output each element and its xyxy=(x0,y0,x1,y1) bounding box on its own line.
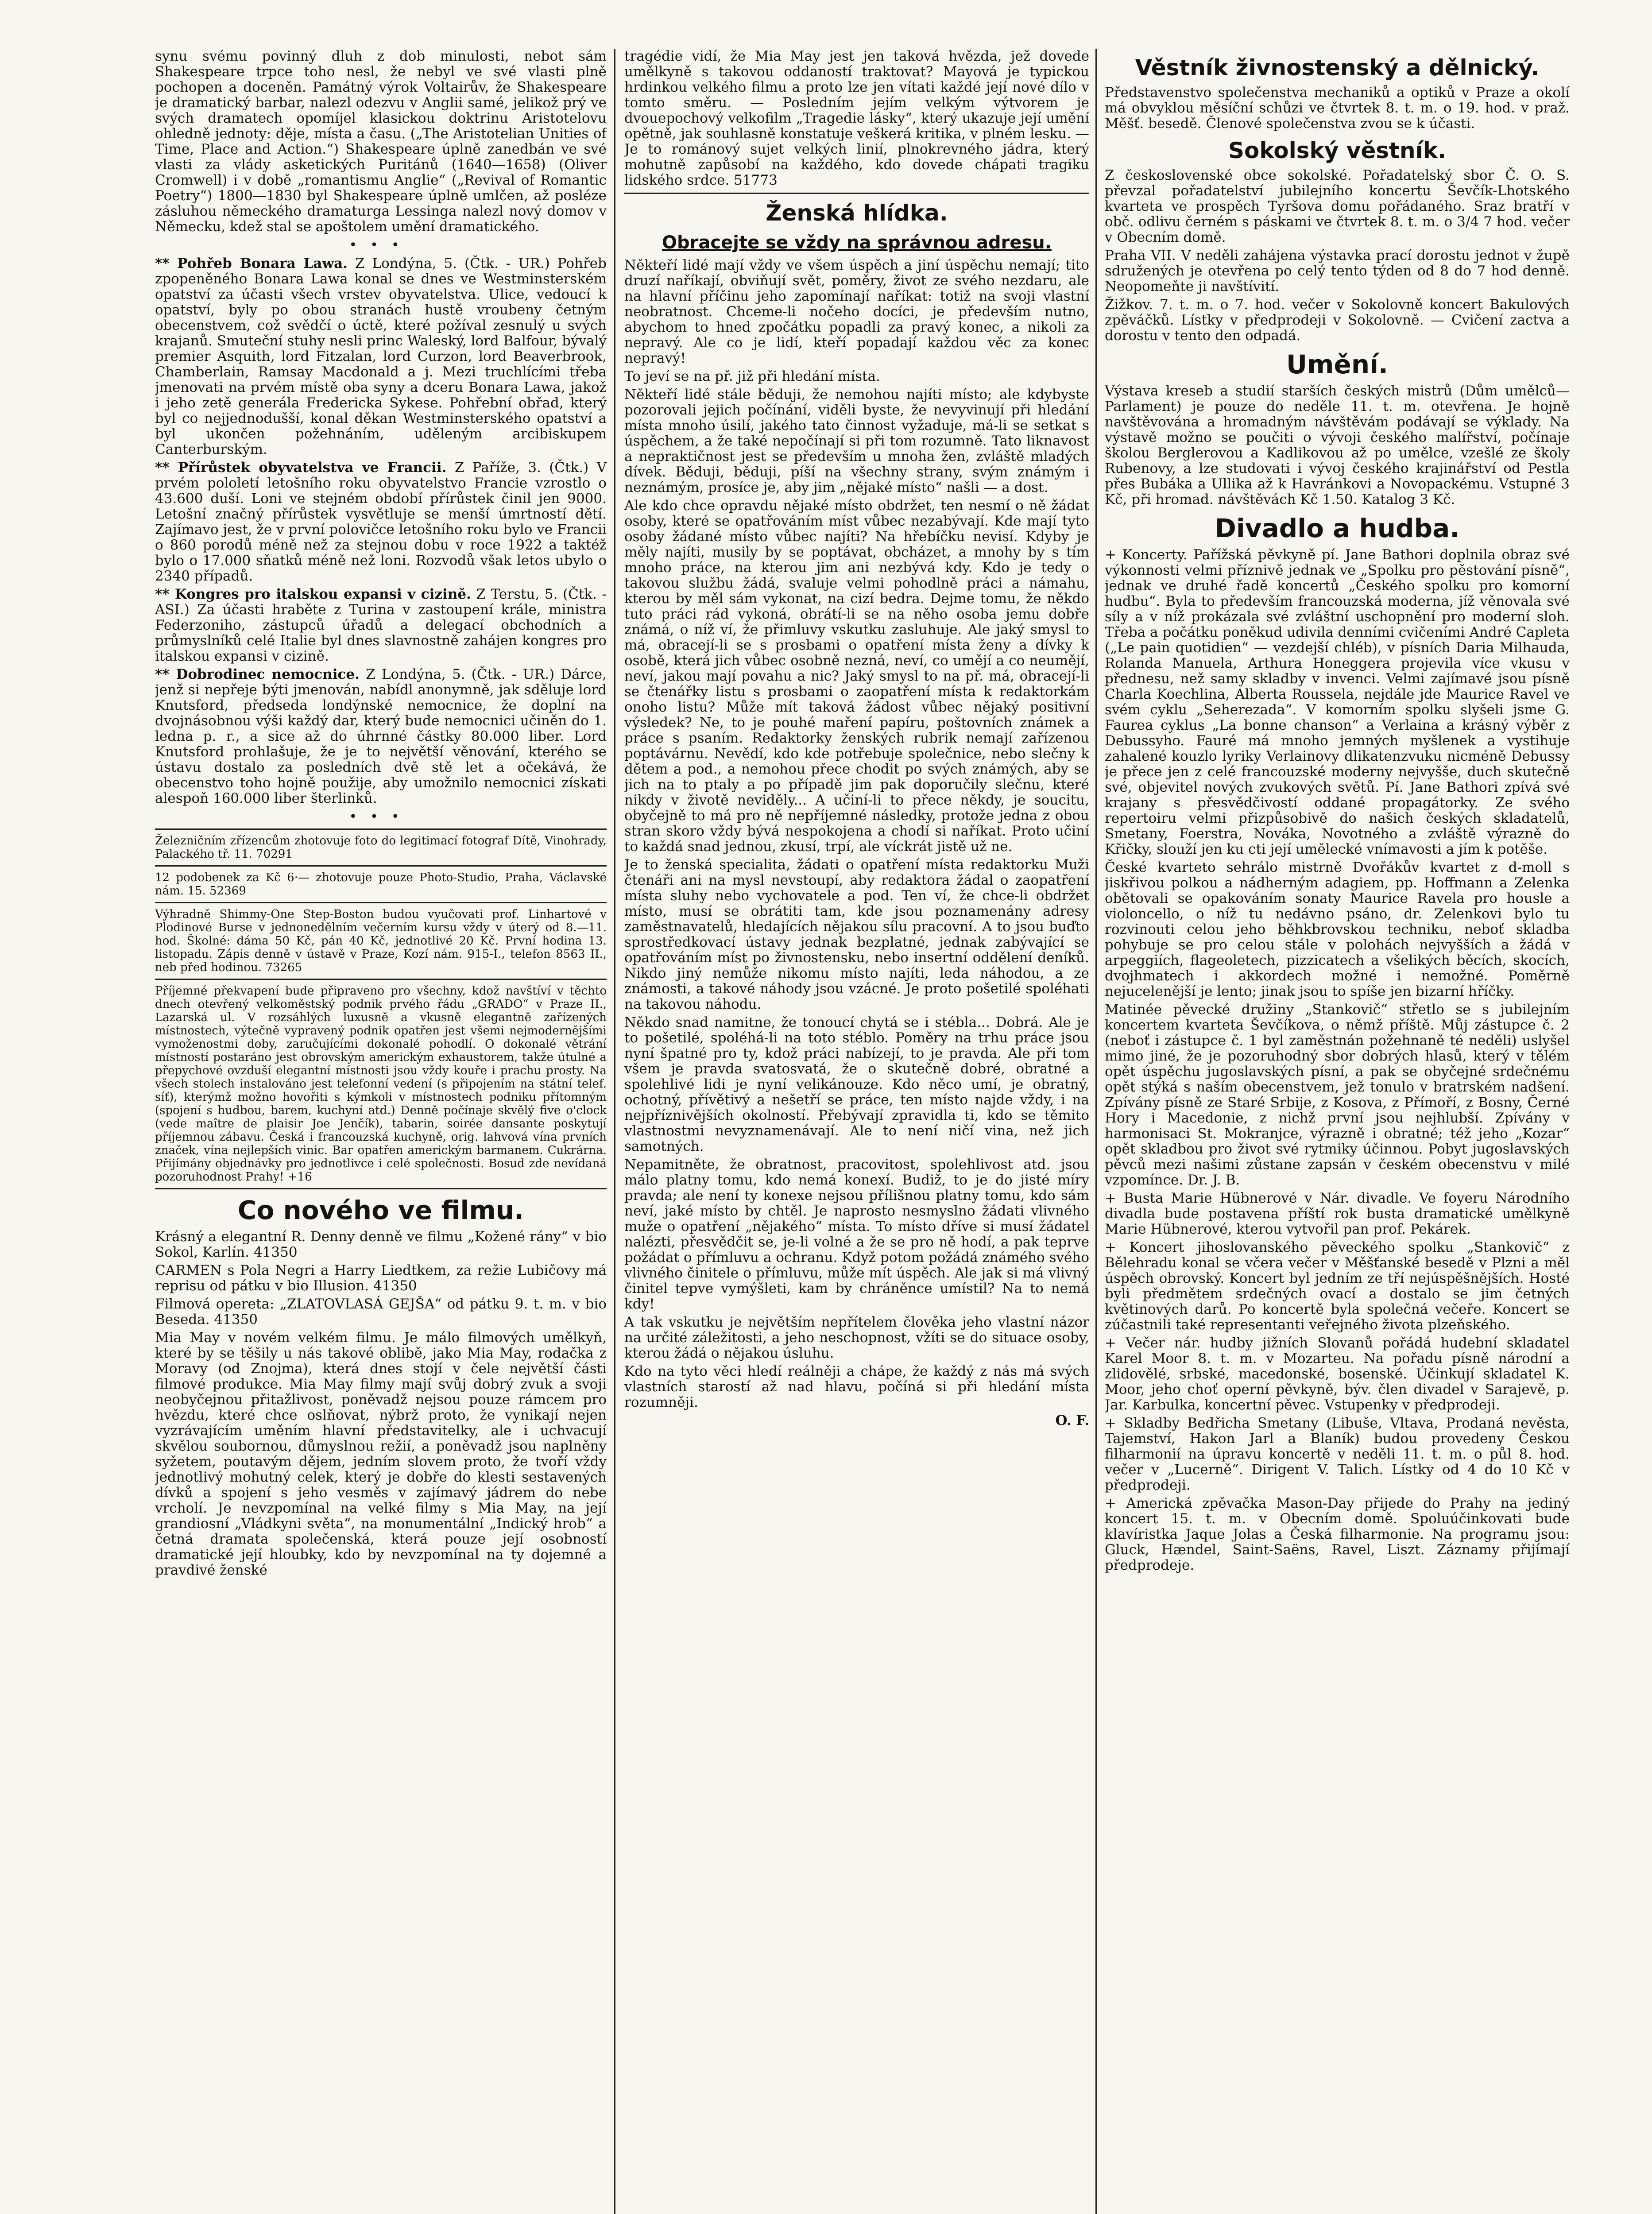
article-paragraph: Ale kdo chce opravdu nějaké místo obdržet, ten nesmí o ně žádat osoby, které se opatřováním míst vůbec nezabývají. Kde mají tyto osoby žádané místo vůbec najíti? Na hřebíčku nevisí. Kdyby je měly najíti, musily by se poptávat, obcházet, a mnohy by s tím mnoho práce, na kterou jim ani nezbývá kdy. Kdo je tedy o takovou službu žádá, svaluje velmi pohodlně práci a námahu, kterou by měl sám vykonat, na cizí bedra. Dejme tomu, že někdo tuto práci rád vykoná, obrátí-li se na něho osoba jemu dobře známá, o níž ví, že přimluvy vskutku zasluhuje. Ale jaký smysl to má, obracejí-li se s prosbami o opatření místa ženy a dívky k osobě, která jich vůbec osobně nezná, neví, co umějí a co neumějí, neví, jakou mají povahu a nic? Jaký smysl to na př. má, obracejí-li se čtenářky listu s prosbami o zaopatření místa k redaktorkám onoho listu? Může mít taková žádost vůbec nějaký positivní výsledek? Ne, to je pouhé maření papíru, poštovních známek a práce s psaním. Redaktorky ženských rubrik nemají zařízenou poptávárnu. Nevědí, kdo kde potřebuje společnice, nebo slečny k dětem a pod., a nemohou přece chodit po svých známých, aby se jich na to ptaly a po případě jim pak doporučily slečnu, které nikdy v životě neviděly... A učiní-li to přece někdy, je soucitu, obyčejně to má pro ně nepříjemné následky, protože jedna z obou stran skoro vždy bývá nespokojena a chodí si naříkat. Proto učiní to každá snad jednou, zkusí, trpí, ale víckrát jistě už ne. xyxy=(624,498,1089,855)
article-title: Obracejte se vždy na správnou adresu. xyxy=(662,232,1052,253)
article-paragraph: Někdo snad namitne, že tonoucí chytá se i stébla... Dobrá. Ale je to pošetilé, spoléhá-li na toto stéblo. Poměry na trhu práce jsou nyní špatné pro ty, kdož práci nabízejí, to je pravda. Ale při tom všem je pravda svatosvatá, že o skutečně dobré, obratné a spolehlivé lidi je nyní velikánouze. Kdo něco umí, je obratný, ochotný, přívětivý a nešetří se práce, ten místo najde vždy, i na nejpříznivějších okolností. Přebývají zpravidla ti, kdo se těmito vlastnostmi nevyznamenávají. Ale to není ničí vina, než jich samotných. xyxy=(624,1014,1089,1154)
article-signature: O. F. xyxy=(1055,1413,1089,1428)
sokol-notice: Praha VII. V neděli zahájena výstavka prací dorostu jednot v župě sdružených je otevřena po celý tento týden od 8 do 7 hod denně. Neopomeňte ji navštívití. xyxy=(1105,248,1570,294)
article-paragraph: Kdo na tyto věci hledí reálněji a chápe, že každý z nás má svých vlastních starostí až nad hlavu, počíná si při hledání místa rozumněji. xyxy=(624,1363,1089,1410)
column-divider xyxy=(1095,49,1097,2214)
music-notice: + Večer nár. hudby jižních Slovanů pořádá hudební skladatel Karel Moor 8. t. m. v Mozarteu. Na pořadu písně národní a zlidovělé, srbské, macedonské, bosenské. Účinkují skladatel K. Moor, jeho choť operní pěvkyně, býv. člen divadel v Sarajevě, p. Jar. Karbulka, koncertní pěvec. Vstupenky v předprodeji. xyxy=(1105,1335,1570,1413)
column-right xyxy=(1105,49,1570,2214)
article-text: Z Terstu, 5. (Čtk. - ASI.) Za účasti hraběte z Turina v zastoupení krále, ministra Federzoniho, zástupců úřadů a delegací obchodních a průmyslníků celé Italie byl dnes slavnostně zahájen kongres pro italskou expansi v cizině. xyxy=(155,586,607,664)
advert-photo-railway: Železničním zřízencům zhotovuje foto do legitimací fotograf Dítě, Vinohrady, Palackého tř. 11. 70291 xyxy=(155,834,607,861)
divider-line xyxy=(155,865,607,867)
music-notice: + Americká zpěvačka Mason-Day přijede do Prahy na jediný koncert 15. t. m. v Obecním domě. Spoluúčinkovati bude klavíristka Jaque Jolas a Česká filharmonie. Na programu jsou: Gluck, Hændel, Saint-Saëns, Ravel, Liszt. Záznamy přijímají předprodeje. xyxy=(1105,1495,1570,1573)
film-notice-operetta: Filmová opereta: „ZLATOVLASÁ GEJŠA“ od pátku 9. t. m. v bio Beseda. 41350 xyxy=(155,1296,607,1328)
divider-line xyxy=(624,193,1089,194)
article-text: Z Londýna, 5. (Čtk. - UR.) Pohřeb zpopeněného Bonara Lawa konal se dnes ve Westminsterském opatství za účasti všech vrstev obyvatelstva. Ulice, vedoucí k opatství, byly po obou stranách hustě vroubeny četným obecenstvem, což svědčí o úctě, které požíval zesnulý u svých krajanů. Smuteční stuhy nesli princ Waleský, lord Balfour, bývalý premier Asquith, lord Fitzalan, lord Curzon, lord Beaverbrook, Chamberlain, Ramsay Macdonald a j. Mezi truchlícími třeba jmenovati na prvém místě oba syny a dceru Bonara Lawa, jakož i jeho zetě generála Fredericka Sykese. Pohřební obřad, který byl co nejjednodušší, konal děkan Westminsterského opatství a byl ukončen požehnáním, uděleným arcibiskupem Canterburským. xyxy=(155,255,607,457)
column-left xyxy=(155,49,607,2214)
film-notice-carmen: CARMEN s Pola Negri a Harry Liedtkem, za režie Lubičovy má reprisu od pátku v bio Illusion. 41350 xyxy=(155,1262,607,1294)
trade-notice: Představenstvo společenstva mechaniků a optiků v Praze a okolí má obvyklou měsíční schůzi ve čtvrtek 8. t. m. o 19. hod. v praž. Měšť. besedě. Členové společenstva zvou se k účasti. xyxy=(1105,85,1570,132)
section-heading-art: Umění. xyxy=(1286,349,1389,379)
separator-dots: ••• xyxy=(349,237,413,253)
article-heading: ** Kongres pro italskou expansi v cizině. xyxy=(155,586,471,602)
divider-line xyxy=(155,828,607,830)
music-notice: + Busta Marie Hübnerové v Nár. divadle. Ve foyeru Národního divadla bude postavena příští rok busta dramatické umělkyně Marie Hübnerové, kterou vytvořil pan prof. Pekárek. xyxy=(1105,1190,1570,1237)
article-paragraph: A tak vskutku je největším nepřítelem člověka jeho vlastní názor na určité záležitosti, a jeho neschopnost, vžíti se do situace osoby, kterou žádá o nějakou úsluhu. xyxy=(624,1314,1089,1361)
article-paragraph: Někteří lidé mají vždy ve všem úspěch a jiní úspěchu nemají; tito druzí naříkají, obviňují svět, poměry, život ze svého nezdaru, ale na hlavní příčinu jeho zapomínají naříkat: totiž na svoji vlastní neobratnost. Chceme-li nočeho docíci, je především nutno, abychom to hned zpočátku popadli za pravý konec, a nikoli za nepravý. Ale co je lidí, kteří popadají každou věc za konec nepravý! xyxy=(624,257,1089,366)
sokol-notice: Z československé obce sokolské. Pořadatelský sbor Č. O. S. převzal pořadatelství jubilejního koncertu Ševčík-Lhotského kvarteta ve prospěch Tyršova domu pořádaného. Sraz bratří v obč. odlivu černém s páskami ve čtvrtek 8. t. m. o 3/4 7 hod. večer v Obecním domě. xyxy=(1105,167,1570,245)
advert-dance-course: Výhradně Shimmy-One Step-Boston budou vyučovati prof. Linhartové v Plodinové Burse v jednonedělním večerním kursu vždy v úterý od 8.—11. hod. Školné: dáma 50 Kč, pán 40 Kč, jednotlivé 20 Kč. První hodina 13. listopadu. Zápis denně v ústavě v Praze, Kozí nám. 915-I., telefon 8563 II., neb před hodinou. 73265 xyxy=(155,908,607,974)
article-heading: ** Dobrodinec nemocnice. xyxy=(155,666,360,682)
sokol-notice: Žižkov. 7. t. m. o 7. hod. večer v Sokolovně koncert Bakulových zpěváčků. Lístky v předprodeji v Sokolovně. — Cvičení zactva a dorostu v tento den odpadá. xyxy=(1105,297,1570,344)
divider-line xyxy=(155,902,607,903)
section-heading-sokol: Sokolský věstník. xyxy=(1228,138,1446,163)
article-paragraph: Je to ženská specialita, žádati o opatření místa redaktorku Muži čtenáři ani na mysl nevstoupí, aby redaktora žádal o zaopatření místa sluhy nebo vychovatele a pod. Ten ví, že chce-li obdržet místo, musí se obrátiti tam, kde jsou poznamenány adresy zaměstnavatelů, hledajících nějakou sílu pracovní. A to jsou buďto sprostředkovací ústavy jednak bezplatné, jednak zabývající se opatřováním míst po živnostensku, nebo insertní oddělení deníků. Nikdo jiný nemůže nikomu místo najíti, leda náhodou, a ze známosti, a takové náhody jsou vzácné. Je proto pošetilé spoléhati na takovou náhodu. xyxy=(624,857,1089,1012)
article-population-france xyxy=(155,460,607,584)
film-article-continued: tragédie vidí, že Mia May jest jen taková hvězda, jež dovede umělkyně s takovou oddaností traktovat? Mayová je typickou hrdinkou velkého filmu a proto lze jen vítati každé její nové dílo v tomto směru. — Posledním jejím velkým výtvorem je dvouepochový velkofilm „Tragedie lásky“, který ukazuje její umění opětně, jak souhlasně konstatuje veškerá kritika, v plném lesku. — Je to románový sujet velkých linií, plnokrevného jádra, který mohutně zapůsobí na každého, kdo dovede chápati tragiku lidského srdce. 51773 xyxy=(624,49,1089,188)
advert-photo-studio: 12 podobenek za Kč 6·— zhotovuje pouze Photo-Studio, Praha, Václavské nám. 15. 52369 xyxy=(155,871,607,898)
article-shakespeare-text: synu svému povinný dluh z dob minulosti, nebot sám Shakespeare trpce toho nesl, že nebyl ve své vlasti plně pochopen a doceněn. Památný výrok Voltairův, že Shakespeare je dramatický barbar, nalezl odezvu v Anglii samé, jelikož prý ve svých dramatech opomíjel klasickou doktrinu Aristotelovu ohledně jednoty: děje, místa a času. („The Aristotelian Unities of Time, Place and Action.“) Shakespeare úplně zanedbán ve své vlasti za vlády asketických Puritánů (1640—1658) (Oliver Cromwell) i v době „romantismu Anglie“ („Revival of Romantic Poetry“) 1800—1830 byl Shakespeare úplně umlčen, až posléze zásluhou německého dramaturga Lessinga nalezl nový domov v Německu, kdež stal se apoštolem umění dramatického. xyxy=(155,49,607,235)
advert-grado: Příjemné překvapení bude připraveno pro všechny, kdož navštíví v těchto dnech otevřený velkoměstský podnik prvého řádu „GRADO“ v Praze II., Lazarská ul. V rozsáhlých luxusně a vkusně elegantně zařízených místnostech, výtečně vypravený podnik opatřen jest všemi nejmodernějšími vymoženostmi doby, zaručujícími dokonalé pohodlí. O dokonalé větrání místností postaráno jest obrovským americkým exhaustorem, takže útulné a přepychové ovzduší elegantní místnosti jsou vždy kouře i prachu prosty. Na všech stolech instalováno jest telefonní vedení (s připojením na státní telef. síť), kterýmž možno hovořiti s kýmkoli v místnostech podniku přítomným (spojení s hudbou, barem, kuchyní atd.) Denně počínaje skvělý five o'clock (vede maître de plaisir Joe Jenčík), tabarin, soirée dansante poskytují příjemnou zábavu. Česká i francouzská kuchyně, orig. lahvová vína prvních značek, vína nejlepších vinic. Bar opatřen americkým barmanem. Cukrárna. Přijímány objednávky pro jednotlivce i celé společnosti. Bosud zde nevídaná pozoruhodnost Prahy! +16 xyxy=(155,984,607,1184)
separator-dots: ••• xyxy=(349,809,413,824)
section-heading-trade: Věstník živnostenský a dělnický. xyxy=(1135,55,1540,81)
film-article-mia-may: Mia May v novém velkém filmu. Je málo filmových umělkyň, které by se těšily u nás takové oblibě, jako Mia May, rodačka z Moravy (od Znojma), která dnes stojí v čele největší části filmové produkce. Mia May filmy mají svůj dobrý zvuk a svoji neobyčejnou přitažlivost, poněvadž nejsou pouze rámcem pro hvězdu, které chce oslňovat, nýbrž proto, že vynikají nejen vyzrávajícím uměním hlavní představitelky, ale i uchvacují skvělou soubornou, důmyslnou režií, a poněvadž jsou naplněny syžetem, poutavým dějem, jedním slovem proto, že tvoří vždy jednotlivý mohutný celek, který je dobře do klesti sestavených dívků a spojení s jeho vesměs v zajímavý jádrem do nebe vrcholí. Je nevzpomínal na velké filmy s Mia May, na její grandiosní „Vládkyni světa“, na monumentální „Indický hrob“ a četná dramata společenská, která pouze její osobností dramatické její hloubky, kdo by nevzpomínal na ty dojemné a pravdivé ženské xyxy=(155,1330,607,1578)
article-heading: ** Pohřeb Bonara Lawa. xyxy=(155,255,348,271)
article-text: Z Paříže, 3. (Čtk.) V prvém pololetí letošního roku obyvatelstvo Francie vzrostlo o 43.600 duší. Loni ve stejném období přírůstek činil jen 9000. Letošní značný přírůstek vysvětluje se menší úmrtností dětí. Zajímavo jest, že v první polovičce letošního roku bylo ve Francii o 860 porodů méně než za stejnou dobu v roce 1922 a taktéž bylo o 17.000 sňatků méně než loni. Rozvodů však letos ubylo o 2340 případů. xyxy=(155,460,607,584)
article-paragraph: To jeví se na př. již při hledání místa. xyxy=(624,368,880,384)
article-text: Z Londýna, 5. (Čtk. - UR.) Dárce, jenž si nepřeje býti jmenován, nabídl anonymně, jak sděluje lord Knutsford, předseda londýnské nemocnice, že doplní na dvojnásobnou výši každý dar, který bude nemocnici učiněn do 1. ledna p. r., a sice až do úhrnné částky 80.000 liber. Lord Knutsford prohlašuje, že je to největší věnování, kterého se ústavu dostalo za posledních dvě stě let a očekává, že obecenstvo toho hojně použije, aby umožnilo nemocnici získati alespoň 160.000 liber šterlinků. xyxy=(155,666,607,806)
article-paragraph: Nepamitněte, že obratnost, pracovitost, spolehlivost atd. jsou málo platny tomu, kdo nemá konexí. Budiž, to je do jisté míry pravda; ale není ty konexe nejsou přílišnou platny tomu, kdo sám neví, jaké místo by chtěl. Je naprosto nesmyslno žádati vlivného muže o opatření „nějakého“ místa. To místo dříve si musí žádatel nalézti, přesvědčit se, je-li volné a že se pro ně hodí, a pak teprve požádat o přímluvu a ochranu. Když potom požádá známého svého vlivného činitele o přímluvu, může mít úspěch. Ale jak si má vlivný činitel tepve vymýšleti, kam by chráněnce umístil? Na to nemá kdy! xyxy=(624,1157,1089,1312)
article-heading: ** Přírůstek obyvatelstva ve Francii. xyxy=(155,460,447,476)
film-notice-denny: Krásný a elegantní R. Denny denně ve filmu „Kožené rány“ v bio Sokol, Karlín. 41350 xyxy=(155,1229,607,1260)
article-hospital-donor xyxy=(155,667,607,806)
music-notice: Matinée pěvecké družiny „Stankovič“ střetlo se s jubilejním koncertem kvarteta Ševčíkova, o němž příště. Můj zástupce č. 2 (neboť i zástupce č. 1 byl zaměstnán požehnaně té neděli) uslyšel mimo jiné, že je pozoruhodný sbor dobrých hlasů, který v tělém opět úspěchu jugoslavských písní, a pak se obyčejné srdečnému opět stýká s naším obecenstvem, jež tonulo v bratrském nadšení. Zpívány písně ze Staré Srbije, z Kosova, z Přímoří, z Bosny, Černé Hory i Macedonie, z nichž první jsou nejhlubší. Zpívány v harmonisaci St. Mokranjce, výrazně i obratné; též jeho „Kozar“ opět skladbou pro život své rytmiky účinnou. Pobyt jugoslavských pěvců mezi našimi zůstane zapsán v českém obecenstvu v milé vzpomínce. Dr. J. B. xyxy=(1105,1002,1570,1188)
article-italian-congress xyxy=(155,587,607,664)
section-heading-film: Co nového ve filmu. xyxy=(237,1195,524,1225)
column-middle xyxy=(624,49,1089,2214)
music-notice: + Koncerty. Pařížská pěvkyně pí. Jane Bathori doplnila obraz své výkonnosti velmi příznivě jednak ve „Spolku pro pěstování písně“, jednak ve druhé řadě koncertů „Českého spolku pro komorní hudbu“. Byla to především francouzská moderna, jíž věnovala své síly a v níž prokázala své zvláštní uschopnění pro moderní sloh. Třeba a počátku poněkud udivila denními cvičeními André Capleta („Le pain quotidien“ — vezdejší chléb), v písních Daria Milhauda, Rolanda Manuela, Arthura Honeggera projevila více vkusu v přednesu, než samy skladby v invenci. Velmi zajímavé jsou písně Charla Koechlina, Alberta Roussela, nejdále jde Maurice Ravel ve svém cyklu „Seherezada“. V komorním spolku slyšeli jsme G. Faurea cyklus „La bonne chanson“ a Verlaina a krásný výběr z Debussyho. Fauré má mnoho jemných myšlenek a vystihuje zahalené kouzlo lyriky Verlainovy dlikatenzvuku nicméně Debussy je přece jen z celé francouzské moderny nejvyšše, duch skutečně své, objevitel nových zvukových světů. Pí. Jane Bathori zpívá své krajany s přesvědčivostí oddané propagátorky. Ze svého repertoiru velmi přizpůsobivě do našich českých skladatelů, Smetany, Foerstra, Nováka, Novotného a zvláště výrazně do Křičky, slouží jen ku cti její umělecké vnímavosti a jím k potěše. xyxy=(1105,547,1570,857)
section-heading-women: Ženská hlídka. xyxy=(766,200,948,226)
section-heading-theatre-music: Divadlo a hudba. xyxy=(1215,513,1460,543)
article-paragraph: Někteří lidé stále běduji, že nemohou najíti místo; ale kdybyste pozorovali jejich počínání, viděli byste, že nevyvinují při hledání místa mnoho úsilí, jakého tato činnost vyžaduje, má-li se setkat s úspěchem, a že také nepočínají si při tom rozumně. Tato liknavost a nepraktičnost jest se především u mnoha žen, zvláště mladých dívek. Běduji, běduji, píší na všechny strany, svým známým i neznámým, prosíce je, aby jim „nějaké místo“ našli — a dost. xyxy=(624,387,1089,495)
divider-line xyxy=(155,1188,607,1189)
column-divider xyxy=(614,49,615,2214)
music-notice: + Koncert jihoslovanského pěveckého spolku „Stankovič“ z Bělehradu konal se včera večer v Měšťanské besedě v Plzni a měl úspěch obrovský. Koncert byl jedním ze tří nejúspěšnějších. Hosté byli předmětem srdečných ovací a dostalo se jim četných květinových darů. Po koncertě byla společná večeře. Koncert se zúčastnili také representanti veřejného života plzeňského. xyxy=(1105,1239,1570,1333)
music-notice: České kvarteto sehrálo mistrně Dvořákův kvartet z d-moll s jiskřivou polkou a nádherným adagiem, pp. Hoffmann a Zelenka obětovali se opakováním sonaty Maurice Ravela pro housle a violoncello, o níž tu nedávno psáno, dr. Zelenkovi bylo tu rozvinouti celou jeho běhkbrovskou techniku, neboť skladba pohybuje se pro celou stále v polohách nejvyšších a žádá v arpeggiích, flageoletech, pizzicatech a všelikých běcích, skocích, dvojhmatech i akkordech možné i nemožné. Poměrně nejucelenější je lento; jinak jsou to spíše jen bizarní hříčky. xyxy=(1105,859,1570,999)
divider-line xyxy=(155,979,607,980)
article-bonar-law xyxy=(155,256,607,457)
music-notice: + Skladby Bedřicha Smetany (Libuše, Vltava, Prodaná nevěsta, Tajemství, Hakon Jarl a Blaník) budou provedeny Českou filharmonií na úpravu koncertě v neděli 11. t. m. o půl 8. hod. večer v „Lucerně“. Dirigent V. Talich. Lístky od 4 do 10 Kč v předprodeji. xyxy=(1105,1415,1570,1493)
art-notice: Výstava kreseb a studií starších českých mistrů (Dům umělců—Parlament) je pouze do neděle 11. t. m. otevřena. Je hojně navštěvována a hromadným návštěvám podávají se výklady. Na výstavě možno se poučiti o vývoji českého malířství, počínaje školou Berglerovou a Kadlikovou až po umělce, vzešlé ze školy Rubenovy, a lze studovati i vývoj českého krajinářství od Pestla přes Bubáka a Ullika až k Havránkovi a Novopackému. Vstupné 3 Kč, při hromad. návštěvách Kč 1.50. Katalog 3 Kč. xyxy=(1105,383,1570,507)
